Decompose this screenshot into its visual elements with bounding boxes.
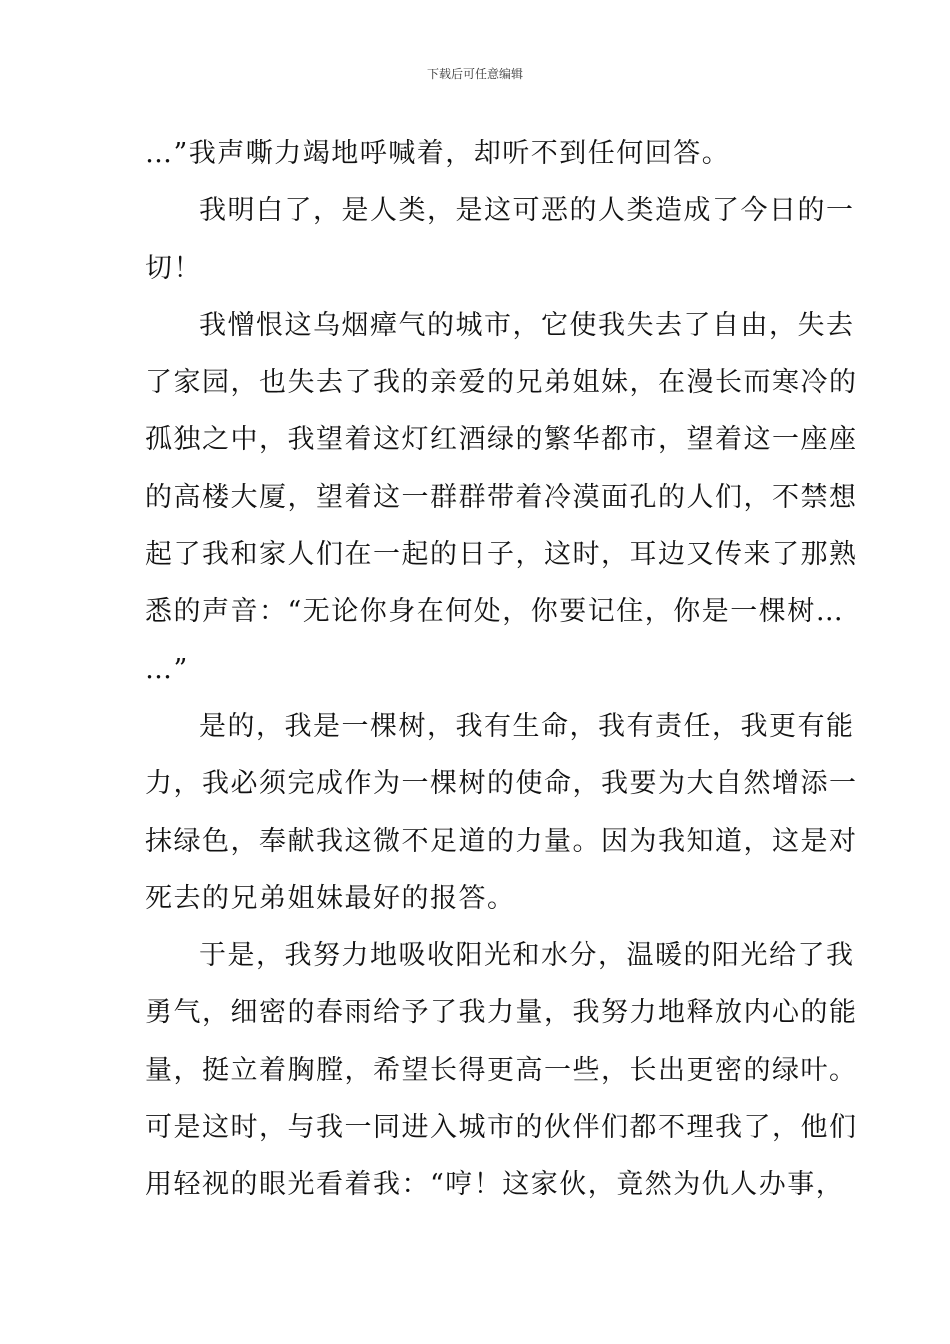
paragraph xyxy=(145,125,807,182)
text-line: 于是，我努力地吸收阳光和水分，温暖的阳光给了我 xyxy=(199,940,855,972)
text-line: 抹绿色，奉献我这微不足道的力量。因为我知道，这是对 xyxy=(145,825,858,857)
text-line: 起了我和家人们在一起的日子，这时，耳边又传来了那熟 xyxy=(145,539,858,571)
paragraph xyxy=(145,297,858,698)
text-line: 是的，我是一棵树，我有生命，我有责任，我更有能 xyxy=(199,710,855,742)
text-line: 孤独之中，我望着这灯红酒绿的繁华都市，望着这一座座 xyxy=(145,424,858,456)
text-line: 我憎恨这乌烟瘴气的城市，它使我失去了自由，失去 xyxy=(199,309,855,341)
text-line: 悉的声音：“无论你身在何处，你要记住，你是一棵树… xyxy=(145,596,845,628)
paragraph xyxy=(145,698,858,927)
paragraph xyxy=(145,927,858,1213)
text-line: 的高楼大厦，望着这一群群带着冷漠面孔的人们，不禁想 xyxy=(145,481,858,513)
text-line: 勇气，细密的春雨给予了我力量，我努力地释放内心的能 xyxy=(145,997,858,1029)
text-line: 用轻视的眼光看着我：“哼！这家伙，竟然为仇人办事， xyxy=(145,1169,845,1201)
text-line: …” xyxy=(145,653,189,685)
text-line: 可是这时，与我一同进入城市的伙伴们都不理我了，他们 xyxy=(145,1112,858,1144)
text-line: 力，我必须完成作为一棵树的使命，我要为大自然增添一 xyxy=(145,768,858,800)
paragraph xyxy=(145,182,855,297)
text-line: 死去的兄弟姐妹最好的报答。 xyxy=(145,882,516,914)
page-header: 下载后可任意编辑 xyxy=(426,67,523,81)
document-body xyxy=(145,125,858,1214)
text-line: 了家园，也失去了我的亲爱的兄弟姐妹，在漫长而寒冷的 xyxy=(145,367,858,399)
text-line: 我明白了，是人类，是这可恶的人类造成了今日的一 xyxy=(199,195,855,227)
text-line: 量，挺立着胸膛，希望长得更高一些，长出更密的绿叶。 xyxy=(145,1054,858,1086)
text-line: …”我声嘶力竭地呼喊着，却听不到任何回答。 xyxy=(145,138,731,169)
text-line: 切！ xyxy=(145,252,202,284)
